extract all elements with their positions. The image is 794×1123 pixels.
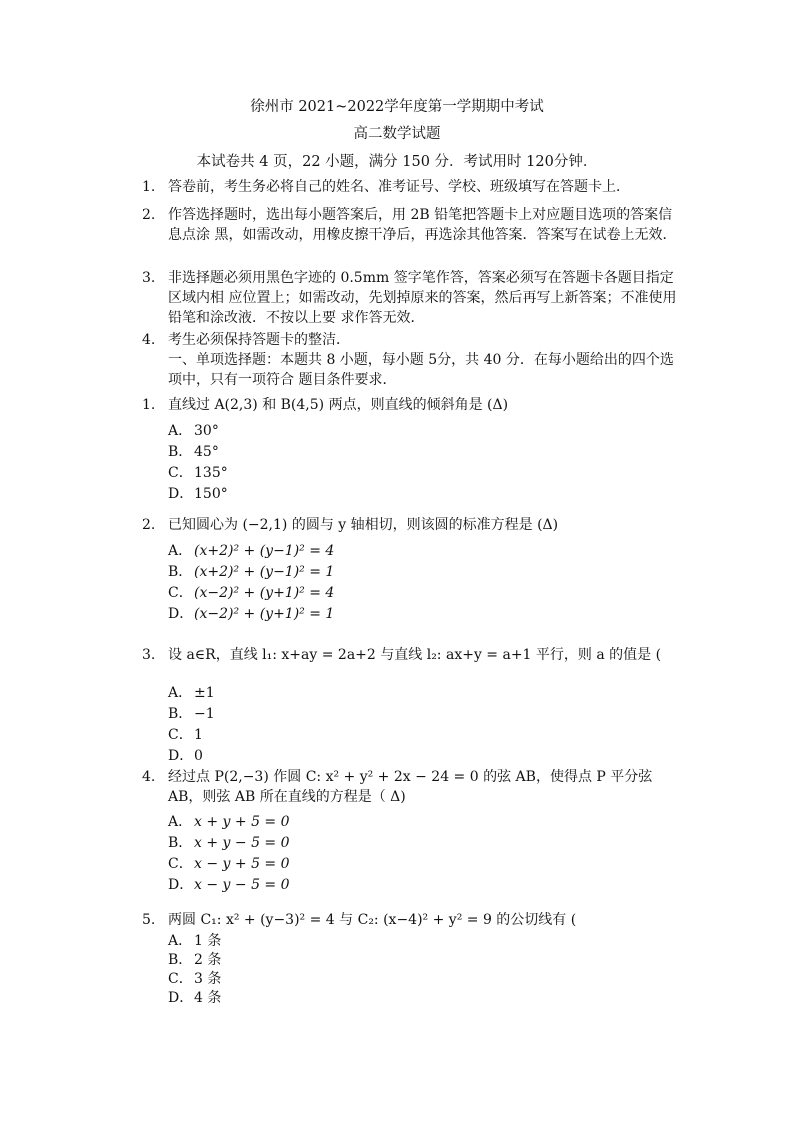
option-text: (x+2)² + (y−1)² = 1	[194, 564, 335, 580]
option-a	[168, 932, 221, 951]
exam-subtitle: 高二数学试题	[353, 126, 441, 142]
option-text: 45°	[194, 444, 219, 460]
note-text: 考生必须保持答题卡的整洁．	[168, 332, 350, 348]
note-number: 3.	[142, 270, 156, 286]
option-label: C．	[168, 585, 193, 601]
option-label: B．	[168, 564, 193, 580]
exam-info: 本试卷共 4 页，22 小题，满分 150 分．考试用时 120分钟．	[196, 154, 598, 170]
option-text: 135°	[194, 465, 228, 481]
option-d	[168, 989, 221, 1008]
option-text: x − y + 5 = 0	[194, 856, 290, 872]
note-text: 答卷前，考生务必将自己的姓名、准考证号、学校、班级填写在答题卡上．	[168, 179, 630, 195]
option-text: 30°	[194, 423, 219, 439]
question-number: 5.	[142, 912, 156, 928]
option-d	[168, 604, 334, 625]
question-3	[142, 645, 682, 665]
note-1	[142, 177, 682, 197]
option-text: x − y − 5 = 0	[194, 877, 290, 893]
option-label: A．	[168, 685, 193, 701]
option-label: D．	[168, 748, 194, 764]
section-heading: 一、单项选择题：本题共 8 小题，每小题 5分，共 40 分．在每小题给出的四个选项中，只有一项符合 题目条件要求．	[168, 352, 674, 388]
question-number: 3.	[142, 647, 156, 663]
question-4	[142, 767, 682, 807]
option-b	[168, 951, 221, 970]
option-a	[168, 541, 334, 562]
option-b	[168, 442, 228, 463]
question-number: 2.	[142, 517, 156, 533]
note-3	[142, 268, 682, 328]
option-text: 0	[194, 748, 203, 764]
option-text: 150°	[194, 486, 228, 502]
note-2	[142, 205, 682, 245]
question-stem: 直线过 A(2,3) 和 B(4,5) 两点，则直线的倾斜角是 (Δ)	[168, 397, 509, 413]
option-b	[168, 562, 334, 583]
option-b	[168, 704, 215, 725]
question-number: 4.	[142, 769, 156, 785]
option-c	[168, 854, 290, 875]
option-label: D．	[168, 877, 194, 893]
question-5	[142, 910, 682, 930]
option-label: D．	[168, 990, 194, 1006]
option-text: (x−2)² + (y+1)² = 4	[194, 585, 335, 601]
option-text: 1	[194, 727, 203, 743]
option-text: (x+2)² + (y−1)² = 4	[194, 543, 335, 559]
option-label: B．	[168, 444, 193, 460]
option-label: B．	[168, 835, 193, 851]
option-b	[168, 833, 290, 854]
note-number: 4.	[142, 332, 156, 348]
option-label: C．	[168, 465, 193, 481]
option-d	[168, 484, 228, 505]
option-c	[168, 463, 228, 484]
option-c	[168, 970, 221, 989]
option-c	[168, 583, 334, 604]
option-a	[168, 421, 228, 442]
note-text: 作答选择题时，选出每小题答案后，用 2B 铅笔把答题卡上对应题目选项的答案信息点涂 黑，如需改动，用橡皮擦干净后，再选涂其他答案．答案写在试卷上无效．	[168, 207, 677, 243]
option-label: D．	[168, 486, 194, 502]
note-4	[142, 330, 682, 390]
option-a	[168, 812, 290, 833]
option-label: A．	[168, 543, 193, 559]
option-text: 3 条	[194, 971, 222, 987]
option-d	[168, 875, 290, 896]
option-text: (x−2)² + (y+1)² = 1	[194, 606, 335, 622]
note-number: 2.	[142, 207, 156, 223]
option-text: −1	[194, 706, 215, 722]
note-number: 1.	[142, 179, 156, 195]
question-stem: 设 a∈R，直线 l₁: x+ay = 2a+2 与直线 l₂: ax+y = a+1 平行，则 a 的值是 (	[168, 647, 662, 663]
option-text: 2 条	[194, 952, 222, 968]
option-label: D．	[168, 606, 194, 622]
question-5-options	[168, 932, 221, 1008]
question-stem: 经过点 P(2,−3) 作圆 C: x² + y² + 2x − 24 = 0 的弦 AB，使得点 P 平分弦 AB，则弦 AB 所在直线的方程是（ Δ)	[168, 769, 653, 805]
question-2	[142, 515, 682, 535]
option-label: B．	[168, 706, 193, 722]
option-label: C．	[168, 856, 193, 872]
option-c	[168, 725, 215, 746]
option-label: C．	[168, 971, 193, 987]
question-stem: 两圆 C₁: x² + (y−3)² = 4 与 C₂: (x−4)² + y² = 9 的公切线有 (	[168, 912, 577, 928]
note-text: 非选择题必须用黑色字迹的 0.5mm 签字笔作答，答案必须写在答题卡各题目指定区域内相 应位置上；如需改动，先划掉原来的答案，然后再写上新答案；不准使用铅笔和涂改液．不按以上要 求作答无效．	[168, 270, 677, 326]
question-4-options	[168, 812, 290, 896]
option-text: 4 条	[194, 990, 222, 1006]
option-a	[168, 683, 215, 704]
question-stem: 已知圆心为 (−2,1) 的圆与 y 轴相切，则该圆的标准方程是 (Δ)	[168, 517, 559, 533]
option-text: ±1	[194, 685, 215, 701]
option-label: A．	[168, 933, 193, 949]
question-number: 1.	[142, 397, 156, 413]
question-2-options	[168, 541, 334, 625]
option-label: A．	[168, 423, 193, 439]
exam-title: 徐州市 2021~2022学年度第一学期期中考试	[250, 99, 544, 115]
question-1	[142, 395, 682, 415]
option-text: 1 条	[194, 933, 222, 949]
option-label: C．	[168, 727, 193, 743]
option-d	[168, 746, 215, 767]
question-3-options	[168, 683, 215, 767]
option-text: x + y + 5 = 0	[194, 814, 290, 830]
option-text: x + y − 5 = 0	[194, 835, 290, 851]
option-label: A．	[168, 814, 193, 830]
option-label: B．	[168, 952, 193, 968]
question-1-options	[168, 421, 228, 505]
